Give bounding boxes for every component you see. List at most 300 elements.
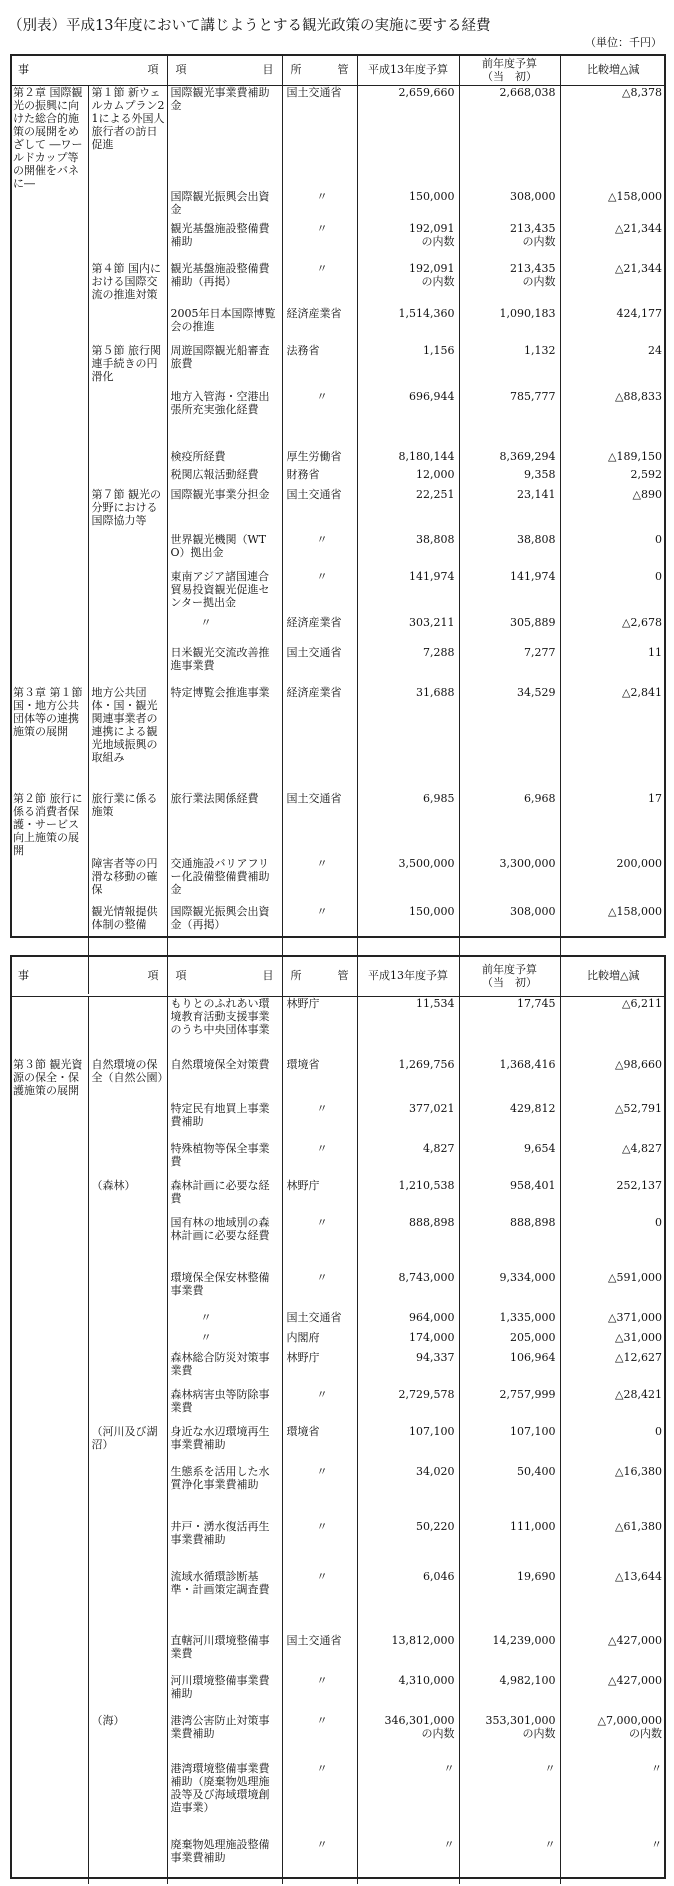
budget13-cell: 〃 [357, 1762, 459, 1838]
ministry-cell: 〃 [282, 1838, 357, 1884]
ministry-cell: 国土交通省 [282, 792, 357, 857]
item-cell: 税関広報活動経費 [167, 468, 282, 488]
diff-cell: △88,833 [615, 389, 662, 403]
budget13-cell: 141,974 [357, 570, 459, 616]
budget13-cell: 31,688 [357, 686, 459, 792]
budget13-cell: 888,898 [357, 1216, 459, 1271]
item-cell: 特定民有地買上事業費補助 [167, 1102, 282, 1142]
section-cell [88, 1762, 167, 1838]
budget13-cell: 94,337 [357, 1351, 459, 1388]
ministry-cell: 国土交通省 [282, 85, 357, 190]
item-cell: 森林計画に必要な経費 [167, 1179, 282, 1216]
prev-budget-cell: 2,757,999 [459, 1388, 560, 1425]
ministry-cell: 経済産業省 [282, 307, 357, 344]
prev-budget-cell: 888,898 [459, 1216, 560, 1271]
table-row [10, 1058, 666, 1102]
category-cell [10, 1674, 88, 1714]
section-cell [88, 1388, 167, 1425]
prev-budget-cell: 213,435 の内数 [459, 262, 560, 307]
item-cell: 国際観光事業費補助金 [167, 85, 282, 190]
prev-budget-cell: 305,889 [459, 616, 560, 646]
prev-budget-cell: 6,968 [459, 792, 560, 857]
category-cell: 第２節 旅行に係る消費者保護・サービス向上施策の展開 [10, 792, 88, 857]
budget13-cell: 964,000 [357, 1311, 459, 1331]
diff-cell: 0 [655, 1425, 662, 1438]
table-row [10, 1331, 666, 1351]
category-cell [10, 1762, 88, 1838]
ministry-cell: 〃 [282, 222, 357, 262]
section-cell [88, 222, 167, 262]
prev-budget-cell: 2,668,038 [459, 85, 560, 190]
ministry-cell: 〃 [282, 1570, 357, 1634]
prev-budget-cell: 9,654 [459, 1142, 560, 1179]
category-cell [10, 1520, 88, 1570]
section-cell [88, 1311, 167, 1331]
section-cell [88, 190, 167, 222]
section-cell [88, 450, 167, 468]
ministry-cell: 林野庁 [282, 996, 357, 1058]
category-cell [10, 1634, 88, 1674]
section-cell [88, 570, 167, 616]
item-cell: 世界観光機関（WTO）拠出金 [167, 533, 282, 570]
budget13-cell: 346,301,000 の内数 [357, 1714, 459, 1762]
item-cell: 周遊国際観光船審査旅費 [167, 344, 282, 390]
section-cell [88, 1634, 167, 1674]
table-row [10, 1216, 666, 1271]
section-cell [88, 1271, 167, 1311]
prev-budget-cell: 〃 [459, 1838, 560, 1884]
prev-budget-cell: 111,000 [459, 1520, 560, 1570]
ministry-cell: 〃 [282, 190, 357, 222]
category-cell [10, 1331, 88, 1351]
item-cell: 井戸・湧水復活再生事業費補助 [167, 1520, 282, 1570]
header-prev: 前年度予算 （当 初） [459, 956, 560, 996]
budget13-cell: 107,100 [357, 1425, 459, 1465]
section-cell [88, 1520, 167, 1570]
document-title: （別表）平成13年度において講じようとする観光政策の実施に要する経費 [8, 18, 491, 34]
budget13-cell: 7,288 [357, 646, 459, 686]
section-cell: （森林） [88, 1179, 167, 1216]
ministry-cell: 〃 [282, 857, 357, 905]
diff-cell: △890 [632, 487, 662, 501]
diff-cell: △31,000 [615, 1331, 662, 1344]
budget-table-1 [10, 55, 666, 994]
diff-cell: 0 [655, 532, 662, 546]
budget13-cell: 12,000 [357, 468, 459, 488]
diff-cell: 0 [655, 569, 662, 583]
diff-cell: △21,344 [615, 261, 662, 275]
item-cell: 環境保全保安林整備事業費 [167, 1271, 282, 1311]
diff-cell: 0 [655, 1216, 662, 1229]
diff-cell: △21,344 [615, 221, 662, 235]
section-cell [88, 1465, 167, 1520]
diff-cell: △591,000 [608, 1271, 662, 1284]
prev-budget-cell: 141,974 [459, 570, 560, 616]
budget13-cell: 2,659,660 [357, 85, 459, 190]
diff-cell: 200,000 [616, 856, 662, 870]
table-row [10, 616, 666, 646]
header-prev: 前年度予算 （当 初） [459, 55, 560, 85]
ministry-cell: 内閣府 [282, 1331, 357, 1351]
diff-cell: △52,791 [615, 1102, 662, 1115]
table-row [10, 344, 666, 390]
table-row [10, 1838, 666, 1884]
header-diff: 比較増△減 [560, 55, 666, 85]
section-cell [88, 468, 167, 488]
budget13-cell: 3,500,000 [357, 857, 459, 905]
category-cell [10, 1570, 88, 1634]
item-cell: 身近な水辺環境再生事業費補助 [167, 1425, 282, 1465]
ministry-cell: 国土交通省 [282, 1634, 357, 1674]
prev-budget-cell: 17,745 [459, 996, 560, 1058]
prev-budget-cell: 958,401 [459, 1179, 560, 1216]
budget13-cell: 8,743,000 [357, 1271, 459, 1311]
table2-body [10, 996, 666, 1884]
budget13-cell: 6,985 [357, 792, 459, 857]
budget-table-2 [10, 956, 666, 1884]
item-cell: 特殊植物等保全事業費 [167, 1142, 282, 1179]
category-cell [10, 390, 88, 450]
diff-cell: △13,644 [615, 1570, 662, 1583]
prev-budget-cell: 38,808 [459, 533, 560, 570]
table-row [10, 468, 666, 488]
section-cell [88, 1142, 167, 1179]
table-row [10, 1714, 666, 1762]
category-cell [10, 1465, 88, 1520]
diff-cell: 2,592 [630, 467, 662, 481]
budget13-cell: 377,021 [357, 1102, 459, 1142]
table-row [10, 190, 666, 222]
budget13-cell: 4,310,000 [357, 1674, 459, 1714]
budget13-cell: 34,020 [357, 1465, 459, 1520]
table-row [10, 1271, 666, 1311]
section-cell [88, 1102, 167, 1142]
item-cell: 国際観光事業分担金 [167, 488, 282, 533]
diff-cell: 〃 [651, 1838, 662, 1851]
diff-cell: △7,000,000 の内数 [597, 1714, 662, 1740]
section-cell [88, 1674, 167, 1714]
category-cell [10, 1311, 88, 1331]
prev-budget-cell: 34,529 [459, 686, 560, 792]
category-cell [10, 646, 88, 686]
budget13-cell: 174,000 [357, 1331, 459, 1351]
item-cell: 国有林の地域別の森林計画に必要な経費 [167, 1216, 282, 1271]
ministry-cell: 経済産業省 [282, 616, 357, 646]
category-cell [10, 1216, 88, 1271]
table-row [10, 390, 666, 450]
category-cell [10, 1142, 88, 1179]
header-diff: 比較増△減 [560, 956, 666, 996]
diff-cell: △158,000 [608, 189, 662, 203]
ministry-cell: 〃 [282, 1465, 357, 1520]
section-cell [88, 1216, 167, 1271]
diff-cell: 〃 [651, 1762, 662, 1775]
table-row [10, 85, 666, 190]
section-cell: 障害者等の円滑な移動の確保 [88, 857, 167, 905]
table-row [10, 1520, 666, 1570]
section-cell [88, 616, 167, 646]
ministry-cell: 林野庁 [282, 1351, 357, 1388]
item-cell: 自然環境保全対策費 [167, 1058, 282, 1102]
category-cell: 第３章 第１節 国・地方公共団体等の連携施策の展開 [10, 686, 88, 792]
section-cell [88, 1331, 167, 1351]
ministry-cell: 厚生労働省 [282, 450, 357, 468]
item-cell: 〃 [167, 1331, 282, 1351]
table-row [10, 1351, 666, 1388]
prev-budget-cell: 1,368,416 [459, 1058, 560, 1102]
prev-budget-cell: 1,335,000 [459, 1311, 560, 1331]
item-cell: 東南アジア諸国連合貿易投資観光促進センター拠出金 [167, 570, 282, 616]
category-cell [10, 1179, 88, 1216]
category-cell [10, 1838, 88, 1884]
prev-budget-cell: 23,141 [459, 488, 560, 533]
table-row [10, 1762, 666, 1838]
diff-cell: △2,678 [622, 615, 662, 629]
prev-budget-cell: 19,690 [459, 1570, 560, 1634]
budget13-cell: 1,210,538 [357, 1179, 459, 1216]
budget13-cell: 192,091 の内数 [357, 262, 459, 307]
prev-budget-cell: 785,777 [459, 390, 560, 450]
diff-cell: 424,177 [616, 306, 662, 320]
diff-cell: △189,150 [608, 449, 662, 463]
diff-cell: △16,380 [615, 1465, 662, 1478]
diff-cell: △6,211 [622, 996, 662, 1010]
header-jiko: 事 項 [10, 956, 167, 996]
section-cell [88, 1838, 167, 1884]
ministry-cell: 財務省 [282, 468, 357, 488]
category-cell [10, 450, 88, 468]
category-cell [10, 307, 88, 344]
category-cell [10, 616, 88, 646]
budget13-cell: 38,808 [357, 533, 459, 570]
category-cell [10, 570, 88, 616]
ministry-cell: 〃 [282, 262, 357, 307]
prev-budget-cell: 9,358 [459, 468, 560, 488]
category-cell [10, 1271, 88, 1311]
prev-budget-cell: 3,300,000 [459, 857, 560, 905]
ministry-cell: 経済産業省 [282, 686, 357, 792]
table-row [10, 1674, 666, 1714]
diff-cell: △8,378 [622, 85, 662, 99]
category-cell [10, 190, 88, 222]
item-cell: 森林総合防災対策事業費 [167, 1351, 282, 1388]
header-budget13: 平成13年度予算 [357, 55, 459, 85]
prev-budget-cell: 107,100 [459, 1425, 560, 1465]
table-row [10, 1179, 666, 1216]
section-cell [88, 307, 167, 344]
section-cell: 地方公共団体・国・観光関連事業者の連携による観光地域振興の取組み [88, 686, 167, 792]
item-cell: 旅行業法関係経費 [167, 792, 282, 857]
item-cell: 観光基盤施設整備費補助（再掲） [167, 262, 282, 307]
item-cell: 港湾環境整備事業費補助（廃棄物処理施設等及び海域環境創造事業） [167, 1762, 282, 1838]
budget13-cell: 22,251 [357, 488, 459, 533]
section-cell: （河川及び湖沼） [88, 1425, 167, 1465]
header-budget13: 平成13年度予算 [357, 956, 459, 996]
item-cell: 地方入管海・空港出張所充実強化経費 [167, 390, 282, 450]
header-shokan: 所 管 [282, 55, 357, 85]
table-row [10, 1570, 666, 1634]
ministry-cell: 〃 [282, 1142, 357, 1179]
ministry-cell: 〃 [282, 905, 357, 994]
category-cell: 第３節 観光資源の保全・保護施策の展開 [10, 1058, 88, 1102]
section-cell: （海） [88, 1714, 167, 1762]
diff-cell: △2,841 [622, 685, 662, 699]
table-row [10, 792, 666, 857]
table-row [10, 488, 666, 533]
item-cell: 特定博覧会推進事業 [167, 686, 282, 792]
prev-budget-cell: 4,982,100 [459, 1674, 560, 1714]
category-cell [10, 1351, 88, 1388]
section-cell [88, 996, 167, 1058]
item-cell: 流域水循環診断基準・計画策定調査費 [167, 1570, 282, 1634]
prev-budget-cell: 9,334,000 [459, 1271, 560, 1311]
budget13-cell: 192,091 の内数 [357, 222, 459, 262]
diff-cell: △28,421 [615, 1388, 662, 1401]
section-cell: 第４節 国内における国際交流の推進対策 [88, 262, 167, 307]
table-row [10, 1142, 666, 1179]
item-cell: 生態系を活用した水質浄化事業費補助 [167, 1465, 282, 1520]
category-cell [10, 262, 88, 307]
header-komoku: 項 目 [167, 956, 282, 996]
ministry-cell: 〃 [282, 533, 357, 570]
category-cell [10, 344, 88, 390]
table-row [10, 450, 666, 468]
item-cell: 〃 [167, 616, 282, 646]
budget13-cell: 1,156 [357, 344, 459, 390]
category-cell [10, 1714, 88, 1762]
prev-budget-cell: 213,435 の内数 [459, 222, 560, 262]
section-cell: 自然環境の保全（自然公園） [88, 1058, 167, 1102]
item-cell: 森林病害虫等防除事業費 [167, 1388, 282, 1425]
section-cell: 観光情報提供体制の整備 [88, 905, 167, 994]
diff-cell: 24 [648, 343, 662, 357]
budget13-cell: 696,944 [357, 390, 459, 450]
budget13-cell: 〃 [357, 1838, 459, 1884]
ministry-cell: 〃 [282, 1271, 357, 1311]
ministry-cell: 林野庁 [282, 1179, 357, 1216]
budget13-cell: 1,269,756 [357, 1058, 459, 1102]
diff-cell: 17 [648, 791, 662, 805]
prev-budget-cell: 205,000 [459, 1331, 560, 1351]
diff-cell: △61,380 [615, 1520, 662, 1533]
table-row [10, 1425, 666, 1465]
table-row [10, 996, 666, 1058]
ministry-cell: 法務省 [282, 344, 357, 390]
prev-budget-cell: 353,301,000 の内数 [459, 1714, 560, 1762]
ministry-cell: 〃 [282, 570, 357, 616]
budget13-cell: 13,812,000 [357, 1634, 459, 1674]
ministry-cell: 〃 [282, 1520, 357, 1570]
ministry-cell: 〃 [282, 1102, 357, 1142]
budget13-cell: 2,729,578 [357, 1388, 459, 1425]
item-cell: 日米観光交流改善推進事業費 [167, 646, 282, 686]
prev-budget-cell: 106,964 [459, 1351, 560, 1388]
diff-cell: △4,827 [622, 1142, 662, 1155]
ministry-cell: 〃 [282, 1388, 357, 1425]
category-cell [10, 488, 88, 533]
table-row [10, 1465, 666, 1520]
section-cell [88, 390, 167, 450]
table-row [10, 222, 666, 262]
section-cell: 第７節 観光の分野における国際協力等 [88, 488, 167, 533]
item-cell: 検疫所経費 [167, 450, 282, 468]
header-jiko: 事 項 [10, 55, 167, 85]
diff-cell: △371,000 [608, 1311, 662, 1324]
diff-cell: △427,000 [608, 1634, 662, 1647]
table-row [10, 1102, 666, 1142]
prev-budget-cell: 1,090,183 [459, 307, 560, 344]
diff-cell: △12,627 [615, 1351, 662, 1364]
section-cell: 旅行業に係る施策 [88, 792, 167, 857]
table-row [10, 1388, 666, 1425]
item-cell: 廃棄物処理施設整備事業費補助 [167, 1838, 282, 1884]
budget13-cell: 150,000 [357, 190, 459, 222]
item-cell: 直轄河川環境整備事業費 [167, 1634, 282, 1674]
table-row [10, 1311, 666, 1331]
prev-budget-cell: 14,239,000 [459, 1634, 560, 1674]
budget13-cell: 150,000 [357, 905, 459, 994]
table-row [10, 307, 666, 344]
prev-budget-cell: 308,000 [459, 190, 560, 222]
table-row [10, 686, 666, 792]
ministry-cell: 〃 [282, 1714, 357, 1762]
table-row [10, 533, 666, 570]
item-cell: 交通施設バリアフリー化設備整備費補助金 [167, 857, 282, 905]
prev-budget-cell: 7,277 [459, 646, 560, 686]
diff-cell: △427,000 [608, 1674, 662, 1687]
budget13-cell: 8,180,144 [357, 450, 459, 468]
table-row [10, 262, 666, 307]
diff-cell: 11 [648, 645, 662, 659]
budget13-cell: 1,514,360 [357, 307, 459, 344]
item-cell: もりとのふれあい環境教育活動支援事業のうち中央団体事業 [167, 996, 282, 1058]
section-cell [88, 1351, 167, 1388]
category-cell [10, 468, 88, 488]
table1-body [10, 85, 666, 994]
category-cell [10, 1425, 88, 1465]
ministry-cell: 環境省 [282, 1425, 357, 1465]
table-row [10, 1634, 666, 1674]
section-cell: 第５節 旅行関連手続きの円滑化 [88, 344, 167, 390]
category-cell: 第２章 国際観光の振興に向けた総合的施策の展開をめざして ―ワールドカップ等の開催をバネに― [10, 85, 88, 190]
item-cell: 国際観光振興会出資金（再掲） [167, 905, 282, 994]
budget13-cell: 50,220 [357, 1520, 459, 1570]
category-cell [10, 996, 88, 1058]
budget13-cell: 6,046 [357, 1570, 459, 1634]
item-cell: 国際観光振興会出資金 [167, 190, 282, 222]
section-cell [88, 1570, 167, 1634]
section-cell [88, 533, 167, 570]
ministry-cell: 〃 [282, 1216, 357, 1271]
ministry-cell: 〃 [282, 1762, 357, 1838]
category-cell [10, 222, 88, 262]
ministry-cell: 〃 [282, 1674, 357, 1714]
prev-budget-cell: 308,000 [459, 905, 560, 994]
item-cell: 2005年日本国際博覧会の推進 [167, 307, 282, 344]
prev-budget-cell: 50,400 [459, 1465, 560, 1520]
category-cell [10, 1102, 88, 1142]
prev-budget-cell: 8,369,294 [459, 450, 560, 468]
category-cell [10, 1388, 88, 1425]
ministry-cell: 国土交通省 [282, 488, 357, 533]
unit-label: （単位：千円） [585, 36, 662, 49]
diff-cell: △158,000 [608, 904, 662, 918]
header-shokan: 所 管 [282, 956, 357, 996]
diff-cell: △98,660 [615, 1058, 662, 1071]
budget13-cell: 11,534 [357, 996, 459, 1058]
item-cell: 〃 [167, 1311, 282, 1331]
section-cell: 第１節 新ウェルカムプラン21による外国人旅行者の訪日促進 [88, 85, 167, 190]
